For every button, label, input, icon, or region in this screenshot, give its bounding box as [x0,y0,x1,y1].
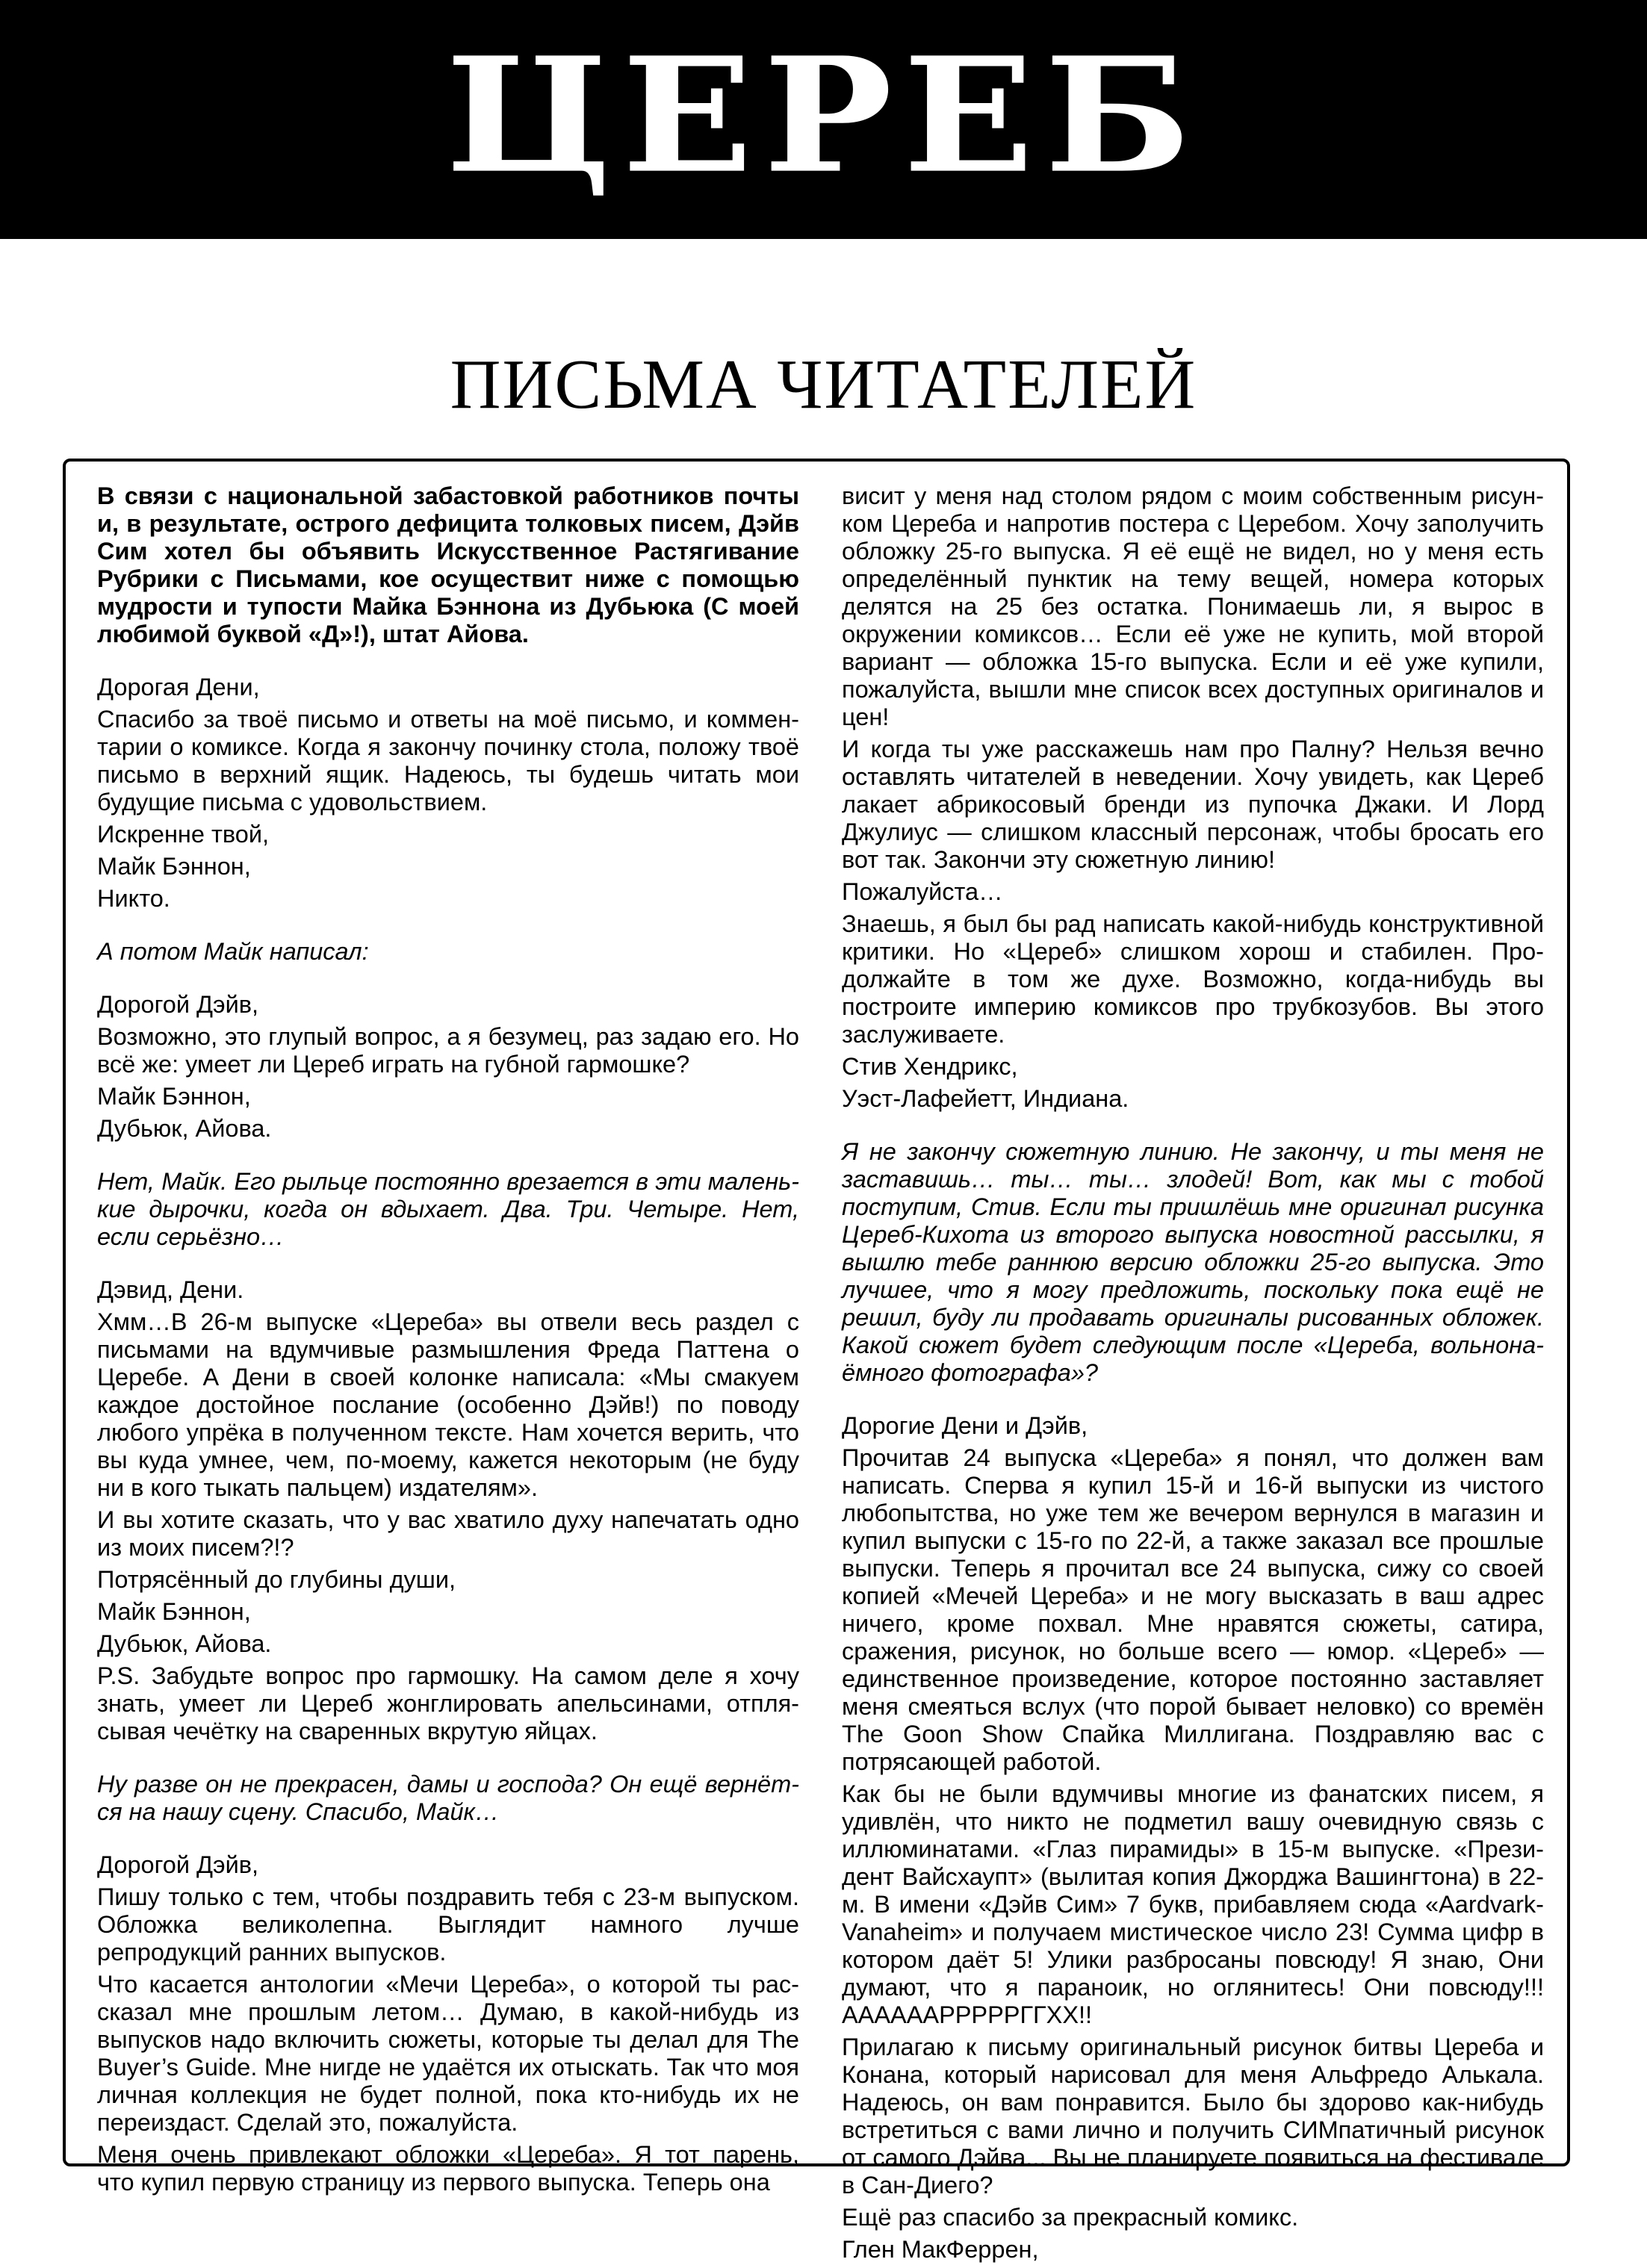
letter-paragraph: Как бы не были вдумчивы многие из фанатских писем, я удивлён, что никто не подметил вашу очевидную связь с иллюминатами. «Глаз пирамиды» в 15-м выпуске. «Президент Вайсхаупт» (вылитая копия Джорджа Вашингтона) в 22-м. В имени «Дэйв Сим» 7 букв, прибавляем сюда «Aardvark-Vanaheim» и получаем мистическое число 23! Сумма цифр в котором даёт 5! Улики разбросаны повсюду! Я знаю, Они думают, что я параноик, но оглянитесь! Они повсюду!!! ААААААРРРРРГГХХ!! [842,1780,1544,2028]
header-banner [0,0,1647,239]
letter-paragraph: Знаешь, я был бы рад написать какой-нибудь конструктивной критики. Но «Цереб» слишком хорош и стабилен. Продолжайте в том же духе. Возможно, когда-нибудь вы построите империю комиксов про трубкозубов. Вы этого заслуживаете. [842,910,1544,1048]
letter-paragraph: Хмм…В 26-м выпуске «Цереба» вы отвели весь раздел с письмами на вдумчивые размышления Фреда Паттена о Церебе. А Дени в своей колонке написала: «Мы смакуем каждое достойное послание (особенно Дэйв!) по поводу любого упрёка в полученном тексте. Нам хочется верить, что вы куда умнее, чем, по-моему, кажется некоторым (не буду ни в кого тыкать пальцем) издателям». [97,1308,799,1501]
letter-paragraph: P.S. Забудьте вопрос про гармошку. На самом деле я хочу знать, умеет ли Цереб жонглировать апельсинами, отплясывая чечётку на сваренных вкрутую яйцах. [97,1662,799,1745]
letter-paragraph: Дубьюк, Айова. [97,1115,272,1142]
letter-paragraph: Ещё раз спасибо за прекрасный комикс. [842,2204,1299,2231]
letter-paragraph: И когда ты уже расскажешь нам про Палну? Нельзя вечно оставлять читателей в неведении. Хочу увидеть, как Цереб лакает абрикосовый бренди из пупочка Джаки. И Лорд Джулиус — слишком классный персонаж, чтобы бросать его вот так. Закончи эту сюжетную линию! [842,736,1544,873]
letter-paragraph: Что касается антологии «Мечи Цереба», о которой ты рассказал мне прошлым летом… Думаю, в какой-нибудь из выпусков надо включить сюжеты, которые ты делал для The Buyer’s Guide. Мне нигде не удаётся их отыскать. Так что моя личная коллекция не будет полной, пока кто-нибудь их не переиздаст. Сделай это, пожалуйста. [97,1971,799,2136]
letter-paragraph: Дорогой Дэйв, [97,1851,259,1878]
letter-paragraph: Уэст-Лафейетт, Индиана. [842,1085,1129,1112]
editor-reply: Я не закончу сюжетную линию. Не закончу, и ты меня не заставишь… ты… ты… злодей! Вот, как мы с тобой поступим, Стив. Если ты пришлёшь мне оригинал рисунка Цереб-Кихота из второго выпуска новостной рассылки, я вышлю тебе раннюю версию обложки 25-го выпуска. Это лучшее, что я могу предложить, поскольку пока ещё не решил, буду ли продавать оригиналы рисованных обложек. Какой сюжет будет следующим после «Цереба, вольнонаёмного фотографа»? [842,1138,1544,1386]
letter-paragraph: Дэвид, Дени. [97,1276,244,1303]
letter-paragraph: Стив Хендрикс, [842,1053,1018,1080]
editor-reply: Ну разве он не прекрасен, дамы и господа? Он ещё вернётся на нашу сцену. Спасибо, Майк… [97,1771,799,1825]
letter-paragraph: Прочитав 24 выпуска «Цереба» я понял, что должен вам написать. Сперва я купил 15-й и 16-й выпуски из чистого любопытства, но уже тем же вечером вернулся в магазин и купил выпуски с 15-го по 22-й, а также заказал все прошлые выпуски. Теперь я прочитал все 24 выпуска, сижу со своей копией «Мечей Цереба» и не могу высказать в ваш адрес ничего, кроме похвал. Мне нравятся сюжеты, сатира, сражения, рисунок, но больше всего — юмор. «Цереб» — единственное произведение, которое постоянно заставляет меня смеяться вслух (что порой бывает неловко) со времён The Goon Show Спайка Миллигана. Поздравляю вас с потрясающей работой. [842,1444,1544,1775]
letter-paragraph: Дорогая Дени, [97,674,260,700]
letter-paragraph: Майк Бэннон, [97,1083,251,1110]
letter-paragraph: Пишу только с тем, чтобы поздравить тебя с 23-м выпуском. Обложка великолепна. Выглядит намного лучше репродукций ранних выпусков. [97,1883,799,1966]
intro-paragraph: В связи с национальной забастовкой работников почты и, в результате, острого дефицита толковых писем, Дэйв Сим хотел бы объявить Искусственное Растягивание Рубрики с Письмами, кое осуществит ниже с помощью мудрости и тупости Майка Бэннона из Дубьюка (С моей любимой буквой «Д»!), штат Айова. [97,482,799,647]
letter-paragraph: Дорогой Дэйв, [97,991,259,1018]
editor-reply: Нет, Майк. Его рыльце постоянно врезается в эти маленькие дырочки, когда он вдыхает. Два. Три. Четыре. Нет, если серьёзно… [97,1168,799,1250]
letter-paragraph: Дорогие Дени и Дэйв, [842,1412,1088,1439]
editor-reply: А потом Майк написал: [97,938,369,965]
letter-paragraph: Потрясённый до глубины души, [97,1566,456,1593]
letters-column-left [97,482,799,2201]
letter-paragraph: Дубьюк, Айова. [97,1630,272,1657]
letter-paragraph: Прилагаю к письму оригинальный рисунок битвы Цереба и Конана, который нарисовал для меня Альфредо Алькала. Надеюсь, он вам понравится. Было бы здорово как-нибудь встретиться с вами лично и получить СИМпатичный рисунок от самого Дэйва... Вы не планируете появиться на фестивале в Сан-Диего? [842,2034,1544,2199]
letter-paragraph: Майк Бэннон, [97,853,251,880]
letter-paragraph: Искренне твой, [97,821,270,848]
letter-paragraph: Возможно, это глупый вопрос, а я безумец, раз задаю его. Но всё же: умеет ли Цереб играть на губной гармошке? [97,1023,799,1078]
section-title: ПИСЬМА ЧИТАТЕЛЕЙ [450,345,1197,423]
letter-paragraph: Никто. [97,885,170,912]
letter-paragraph: висит у меня над столом рядом с моим собственным рисунком Цереба и напротив постера с Церебом. Хочу заполучить обложку 25-го выпуска. Я её ещё не видел, но у меня есть определённый пунктик на тему вещей, номера которых делятся на 25 без остатка. Понимаешь ли, я вырос в окружении комиксов… Если её уже не купить, мой второй вариант — обложка 15-го выпуска. Если и её уже купили, пожалуйста, вышли мне список всех доступных оригиналов и цен! [842,482,1544,730]
letter-paragraph: Меня очень привлекают обложки «Цереба». Я тот парень, что купил первую страницу из первого выпуска. Теперь она [97,2141,799,2196]
letter-paragraph: И вы хотите сказать, что у вас хватило духу напечатать одно из моих писем?!? [97,1506,799,1561]
letters-column-right [842,482,1544,2268]
letter-paragraph: Пожалуйста… [842,878,1003,905]
letter-paragraph: Майк Бэннон, [97,1598,251,1625]
comic-logo: ЦЕРЕБ [445,22,1202,209]
letter-paragraph: Глен МакФеррен, [842,2236,1039,2263]
letter-paragraph: Спасибо за твоё письмо и ответы на моё письмо, и комментарии о комиксе. Когда я закончу починку стола, положу твоё письмо в верхний ящик. Надеюсь, ты будешь читать мои будущие письма с удовольствием. [97,706,799,815]
